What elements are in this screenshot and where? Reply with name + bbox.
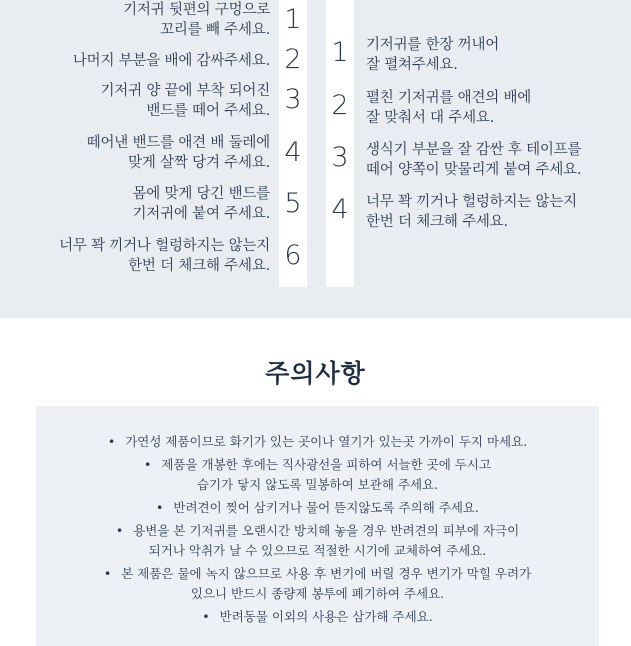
left-step-2-text: 나머지 부분을 배에 감싸주세요. (72, 53, 270, 69)
right-step-1-text: 기저귀를 한장 꺼내어 잘 펼쳐주세요. (366, 37, 500, 73)
notice-title: 주의사항 (265, 359, 366, 388)
left-step-2-number: 2 (284, 44, 302, 75)
left-step-6-number: 6 (284, 240, 302, 271)
notice-item-2: • 제품을 개봉한 후에는 직사광선을 피하여 서늘한 곳에 두시고 습기가 닿지 않도록 밀봉하여 보관해 주세요. (143, 457, 492, 492)
right-step-4-text: 너무 꽉 끼거나 헐렁하지는 않는지 한번 더 체크해 주세요. (366, 194, 577, 230)
bullet-icon: • (156, 500, 164, 515)
right-step-2-number: 2 (331, 90, 349, 121)
bullet-icon: • (103, 566, 112, 581)
bullet-icon: • (107, 434, 116, 449)
left-step-4-number: 4 (284, 137, 302, 168)
left-step-6-text: 너무 꽉 끼거나 헐렁하지는 않는지 한번 더 체크해 주세요. (59, 238, 270, 274)
notice-item-6: • 반려동물 이외의 사용은 삼가해 주세요. (202, 609, 433, 624)
left-step-1-text: 기저귀 뒷편의 구멍으로 꼬리를 빼 주세요. (123, 2, 270, 38)
right-step-2-text: 펼친 기저귀를 애견의 배에 잘 맞춰서 대 주세요. (366, 90, 532, 126)
left-step-4-text: 떼어낸 밴드를 애견 배 둘레에 맞게 살짝 당겨 주세요. (86, 135, 270, 171)
right-step-3-text: 생식기 부분을 잘 감싼 후 테이프를 떼어 양쪽이 맞물리게 붙여 주세요. (366, 142, 582, 178)
notice-item-5: • 본 제품은 물에 녹지 않으므로 사용 후 변기에 버릴 경우 변기가 막힐 우려가 있으니 반드시 종량제 봉투에 폐기하여 주세요. (103, 566, 532, 601)
right-step-1-number: 1 (331, 37, 349, 68)
instructions-section (0, 0, 631, 318)
bullet-icon: • (202, 609, 210, 624)
notice-box (36, 406, 599, 646)
left-step-5-text: 몸에 맞게 당긴 밴드를 기저귀에 붙여 주세요. (132, 186, 270, 222)
notice-item-1: • 가연성 제품이므로 화기가 있는 곳이나 열기가 있는곳 가까이 두지 마세요. (107, 434, 528, 449)
left-step-1-number: 1 (284, 4, 302, 35)
left-step-3-number: 3 (284, 84, 302, 115)
bullet-icon: • (115, 523, 124, 538)
notice-item-4: • 용변을 본 기저귀를 오랜시간 방치해 놓을 경우 반려견의 피부에 자극이 되거나 악취가 날 수 있으므로 적절한 시기에 교체하여 주세요. (115, 523, 520, 558)
bullet-icon: • (143, 457, 152, 472)
right-step-3-number: 3 (331, 142, 349, 173)
notice-item-3: • 반려견이 찢어 삼키거나 물어 뜯지않도록 주의해 주세요. (156, 500, 479, 515)
left-step-3-text: 기저귀 양 끝에 부착 되어진 밴드를 떼어 주세요. (100, 83, 270, 119)
right-step-4-number: 4 (331, 194, 349, 225)
left-step-5-number: 5 (284, 188, 302, 219)
